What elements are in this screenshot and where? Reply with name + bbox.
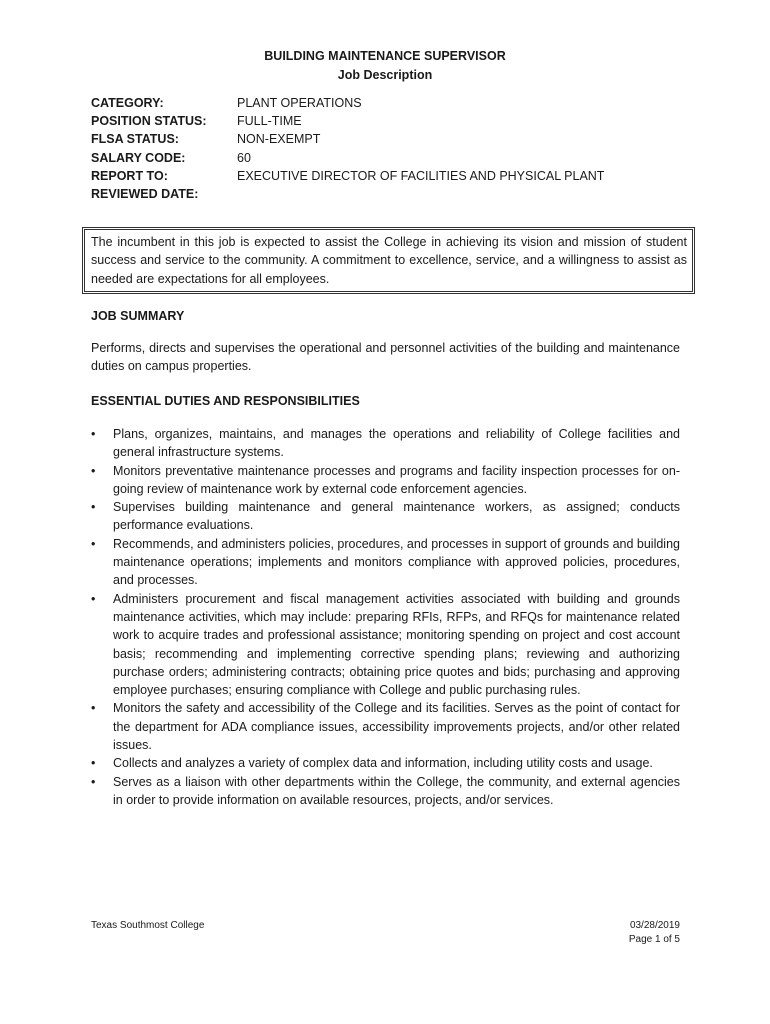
duty-text: Administers procurement and fiscal management activities associated with building and grounds maintenance activities, which may include: preparing RFIs, RFPs, and RFQs for maintenance related work to acquire trades and professional assistance; monitoring spending on project and cost account basis; recommending and implementing corrective spending plans; reviewing and authorizing purchase orders; administering contracts; obtaining price quotes and bids; purchasing and approving employee purchases; ensuring compliance with College and public purchasing rules. [113, 591, 680, 698]
bullet-icon: • [91, 591, 96, 606]
duty-text: Monitors the safety and accessibility of the College and its facilities. Serves as the point of contact for the department for ADA compliance issues, accessibility improvements projects, and/or other related issues. [113, 701, 680, 753]
duty-text: Plans, organizes, maintains, and manages the operations and reliability of College facilities and general infrastructure systems. [113, 427, 680, 460]
footer-right [629, 919, 680, 947]
bullet-icon: • [91, 756, 96, 771]
mission-statement-box: The incumbent in this job is expected to assist the College in achieving its vision and mission of student success and service to the community. A commitment to excellence, service, and a willingness to assist as needed are expectations for all employees. [82, 227, 695, 294]
list-item [91, 425, 680, 462]
meta-value: NON-EXEMPT [237, 132, 321, 147]
meta-row-flsa-status [91, 130, 691, 148]
bullet-icon: • [91, 701, 96, 716]
meta-row-report-to [91, 167, 691, 185]
footer-page-number: Page 1 of 5 [628, 934, 680, 945]
meta-row-salary-code [91, 149, 691, 167]
job-summary-heading: JOB SUMMARY [91, 309, 185, 323]
meta-row-category [91, 94, 691, 112]
job-summary-text: Performs, directs and supervises the operational and personnel activities of the building and maintenance duties on campus properties. [91, 341, 680, 374]
meta-row-position-status [91, 112, 691, 130]
bullet-icon: • [91, 774, 96, 789]
document-subtitle: Job Description [337, 68, 433, 82]
bullet-icon: • [91, 536, 96, 551]
duty-text: Recommends, and administers policies, procedures, and processes in support of grounds and building maintenance operations; implements and monitors compliance with approved policies, procedures, and processes. [113, 536, 680, 588]
list-item [91, 498, 680, 535]
meta-label: REVIEWED DATE: [91, 186, 199, 201]
footer-institution: Texas Southmost College [91, 920, 205, 931]
meta-label: CATEGORY: [91, 96, 164, 110]
meta-value: PLANT OPERATIONS [237, 96, 362, 110]
list-item [91, 699, 680, 754]
meta-label: FLSA STATUS: [91, 132, 179, 147]
meta-label: REPORT TO: [91, 168, 168, 183]
bullet-icon: • [91, 427, 96, 441]
meta-row-reviewed-date [91, 185, 691, 203]
bullet-icon: • [91, 500, 96, 515]
duties-list [91, 425, 680, 809]
footer-date: 03/28/2019 [629, 920, 680, 931]
bullet-icon: • [91, 463, 96, 478]
duty-text: Serves as a liaison with other departments within the College, the community, and external agencies in order to provide information on available resources, projects, and/or services. [113, 774, 680, 807]
job-meta-table [91, 94, 691, 203]
meta-label: SALARY CODE: [91, 150, 186, 165]
meta-value: 60 [237, 150, 251, 165]
list-item [91, 535, 680, 590]
duties-heading: ESSENTIAL DUTIES AND RESPONSIBILITIES [91, 394, 360, 408]
list-item [91, 462, 680, 499]
list-item [91, 773, 680, 810]
meta-label: POSITION STATUS: [91, 114, 207, 129]
duty-text: Monitors preventative maintenance processes and programs and facility inspection processes for on-going review of maintenance work by external code enforcement agencies. [113, 463, 680, 496]
list-item [91, 754, 680, 772]
duty-text: Supervises building maintenance and general maintenance workers, as assigned; conducts performance evaluations. [113, 500, 680, 533]
meta-value: FULL-TIME [237, 114, 302, 129]
meta-value [237, 185, 691, 203]
duty-text: Collects and analyzes a variety of complex data and information, including utility costs and usage. [113, 756, 653, 771]
document-title: BUILDING MAINTENANCE SUPERVISOR [264, 49, 506, 63]
meta-value: EXECUTIVE DIRECTOR OF FACILITIES AND PHYSICAL PLANT [237, 168, 605, 183]
list-item [91, 590, 680, 700]
